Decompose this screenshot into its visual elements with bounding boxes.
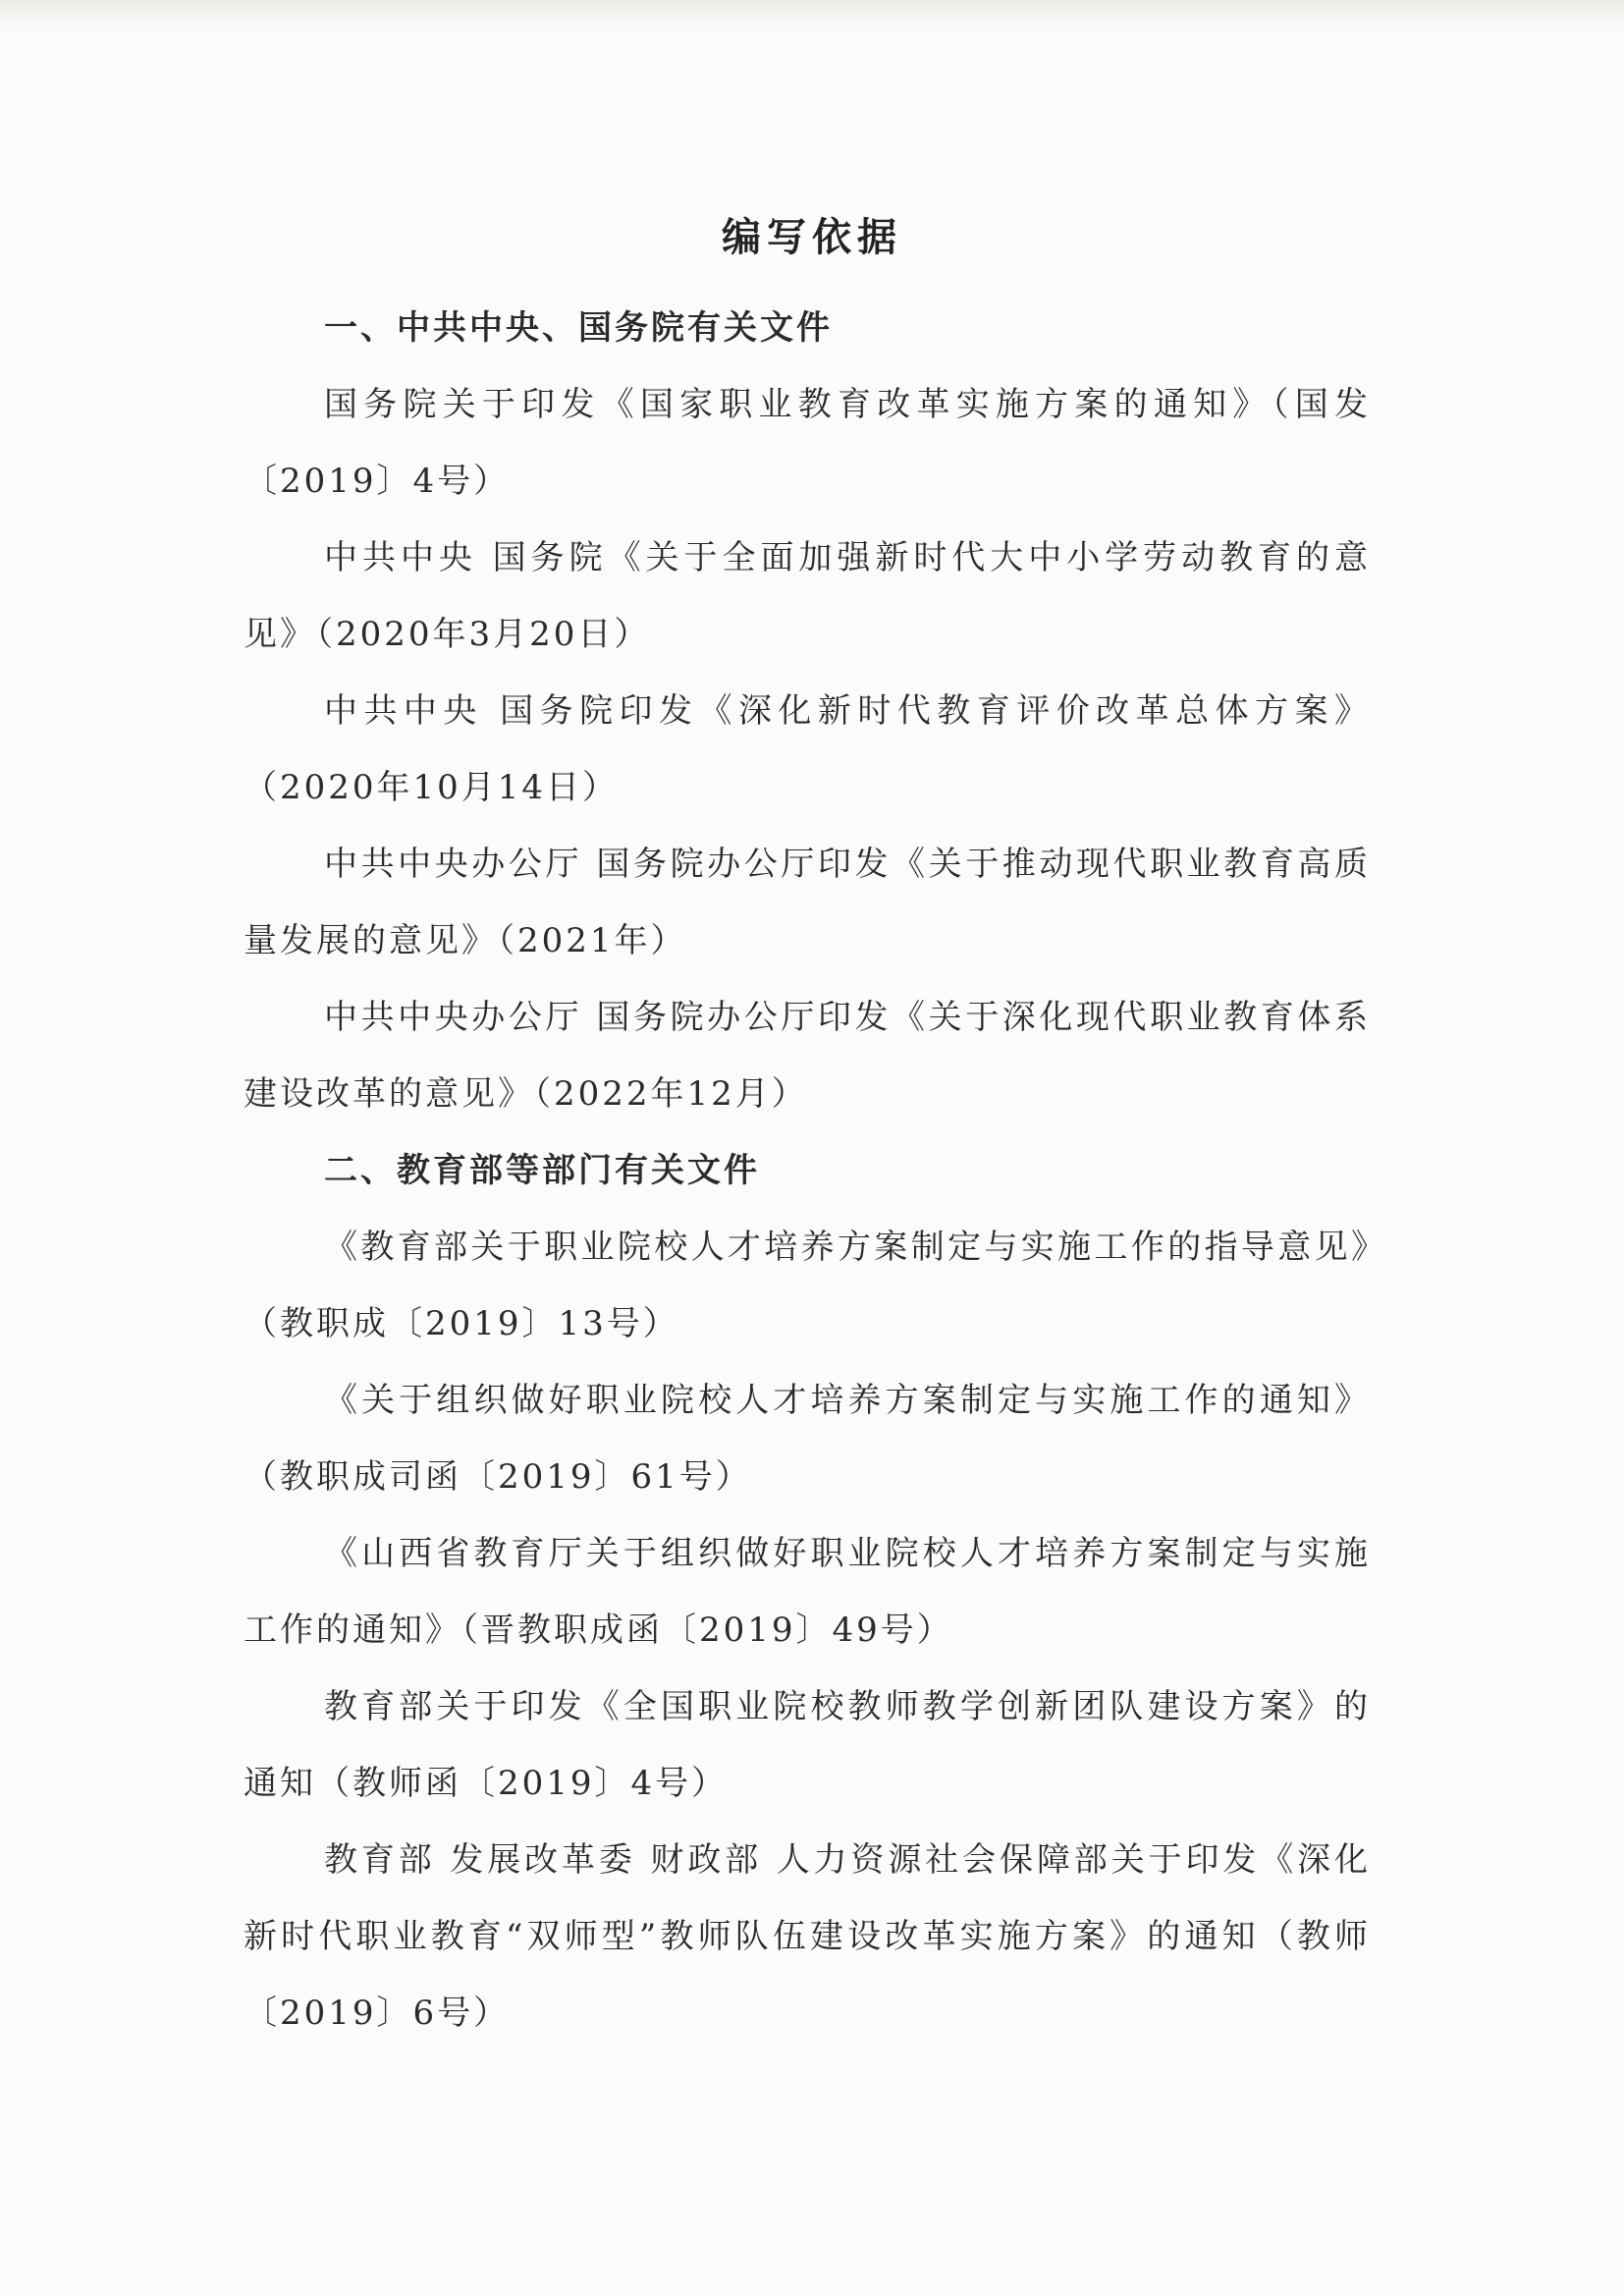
list-item: 中共中央办公厅 国务院办公厅印发《关于推动现代职业教育高质量发展的意见》（2021年）: [244, 845, 1371, 960]
list-item: 中共中央 国务院印发《深化新时代教育评价改革总体方案》（2020年10月14日）: [244, 691, 1371, 807]
list-item: 《关于组织做好职业院校人才培养方案制定与实施工作的通知》（教职成司函〔2019〕61号）: [244, 1381, 1371, 1497]
list-item: 教育部关于印发《全国职业院校教师教学创新团队建设方案》的通知（教师函〔2019〕4号）: [244, 1687, 1371, 1803]
section-heading-1: 一、中共中央、国务院有关文件: [324, 308, 833, 348]
list-item: 国务院关于印发《国家职业教育改革实施方案的通知》（国发〔2019〕4号）: [244, 385, 1371, 501]
list-item: 教育部 发展改革委 财政部 人力资源社会保障部关于印发《深化新时代职业教育“双师型”教师队伍建设改革实施方案》的通知（教师〔2019〕6号）: [244, 1840, 1371, 2033]
document-body: [244, 290, 1371, 2051]
scan-edge: [0, 0, 1624, 29]
list-item: 《教育部关于职业院校人才培养方案制定与实施工作的指导意见》（教职成〔2019〕13号）: [244, 1228, 1371, 1343]
list-item: 中共中央 国务院《关于全面加强新时代大中小学劳动教育的意见》（2020年3月20日）: [244, 538, 1371, 654]
list-item: 中共中央办公厅 国务院办公厅印发《关于深化现代职业教育体系建设改革的意见》（2022年12月）: [244, 998, 1371, 1114]
list-item: 《山西省教育厅关于组织做好职业院校人才培养方案制定与实施工作的通知》（晋教职成函〔2019〕49号）: [244, 1534, 1371, 1650]
section-heading-2: 二、教育部等部门有关文件: [324, 1151, 760, 1190]
page-title: 编写依据: [722, 214, 902, 260]
